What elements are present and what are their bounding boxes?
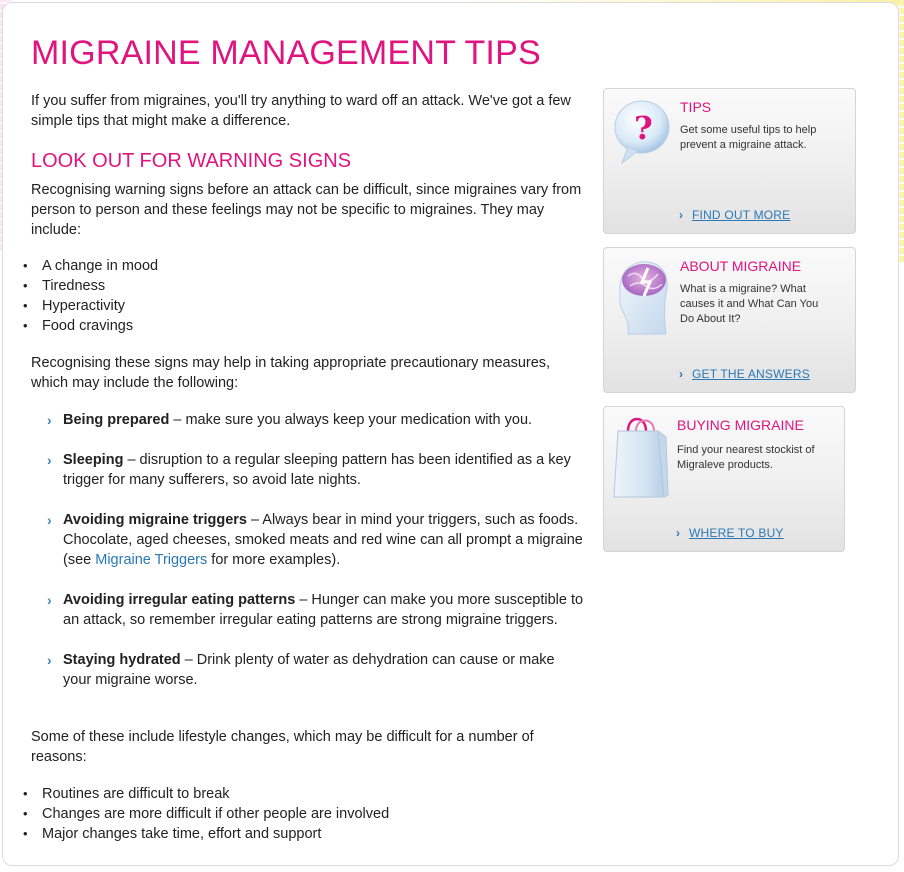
warning-signs-list	[31, 256, 591, 336]
measure-title: Avoiding irregular eating patterns	[63, 592, 296, 608]
main-content	[31, 33, 591, 842]
warning-signs-intro: Recognising warning signs before an attack can be difficult, since migraines vary from person to person and these feelings may not be specific to migraines. They may include:	[31, 182, 582, 238]
measure-title: Sleeping	[63, 452, 124, 468]
list-item	[31, 410, 586, 430]
list-item	[31, 510, 586, 570]
measure-text-after: for more examples).	[207, 552, 341, 568]
measure-text: – disruption to a regular sleeping pattern has been identified as a key trigger for many sufferers, so avoid late nights.	[63, 452, 571, 488]
shopping-bag-icon	[610, 411, 670, 499]
card-description: Get some useful tips to help prevent a migraine attack.	[680, 124, 817, 151]
measure-text: – Always bear in mind your triggers, such as foods. Chocolate, aged cheeses, smoked meats and red wine can all prompt a migraine (see	[63, 512, 583, 568]
measures-list	[31, 410, 586, 710]
lifestyle-list	[31, 784, 591, 844]
list-item: • Major changes take time, effort and support	[31, 824, 591, 844]
list-item: • Hyperactivity	[31, 296, 591, 316]
migraine-triggers-link[interactable]: Migraine Triggers	[95, 552, 208, 568]
measure-text: – make sure you always keep your medication with you.	[169, 412, 533, 428]
measure-title: Staying hydrated	[63, 652, 181, 668]
card-title: ABOUT MIGRAINE	[680, 258, 802, 274]
card-description: What is a migraine? What causes it and What Can You Do About It?	[680, 283, 819, 325]
measures-intro: Recognising these signs may help in taking appropriate precautionary measures, which may include the following:	[31, 355, 551, 391]
find-out-more-link[interactable]: FIND OUT MORE	[692, 208, 791, 222]
list-item: • Changes are more difficult if other people are involved	[31, 804, 591, 824]
chevron-right-icon: ›	[47, 512, 52, 528]
list-item: • Tiredness	[31, 276, 591, 296]
list-item	[31, 450, 586, 490]
lifestyle-intro: Some of these include lifestyle changes, which may be difficult for a number of reasons:	[31, 729, 534, 765]
measure-text: – Drink plenty of water as dehydration can cause or make your migraine worse.	[63, 652, 555, 688]
content-panel	[2, 2, 899, 866]
head-brain-icon	[608, 254, 676, 340]
card-title: BUYING MIGRAINE	[677, 417, 804, 433]
list-item	[31, 590, 586, 630]
intro-paragraph: If you suffer from migraines, you'll try anything to ward off an attack. We've got a few simple tips that might make a difference.	[31, 93, 571, 129]
chevron-right-icon: ›	[47, 592, 52, 608]
page-title: MIGRAINE MANAGEMENT TIPS	[31, 34, 541, 72]
where-to-buy-link[interactable]: WHERE TO BUY	[689, 526, 784, 540]
list-item	[31, 650, 586, 690]
list-item: • Routines are difficult to break	[31, 784, 591, 804]
measure-text: – Hunger can make you more susceptible to an attack, so remember irregular eating patterns are strong migraine triggers.	[63, 592, 584, 628]
get-the-answers-link[interactable]: GET THE ANSWERS	[692, 367, 810, 381]
chevron-right-icon: ›	[47, 452, 52, 468]
section-heading: LOOK OUT FOR WARNING SIGNS	[31, 150, 352, 172]
measure-title: Avoiding migraine triggers	[63, 512, 247, 528]
svg-text:?: ?	[634, 109, 653, 147]
tips-card[interactable]	[603, 88, 856, 234]
chevron-right-icon: ›	[676, 526, 680, 540]
chevron-right-icon: ›	[47, 412, 52, 428]
measure-title: Being prepared	[63, 412, 170, 428]
card-description: Find your nearest stockist of Migraleve products.	[677, 444, 815, 471]
list-item: • A change in mood	[31, 256, 591, 276]
chevron-right-icon: ›	[679, 367, 683, 381]
question-bubble-icon	[610, 97, 674, 169]
card-title: TIPS	[680, 99, 712, 115]
buying-migraine-card[interactable]	[603, 406, 845, 552]
chevron-right-icon: ›	[47, 652, 52, 668]
about-migraine-card[interactable]	[603, 247, 856, 393]
list-item: • Food cravings	[31, 316, 591, 336]
chevron-right-icon: ›	[679, 208, 683, 222]
